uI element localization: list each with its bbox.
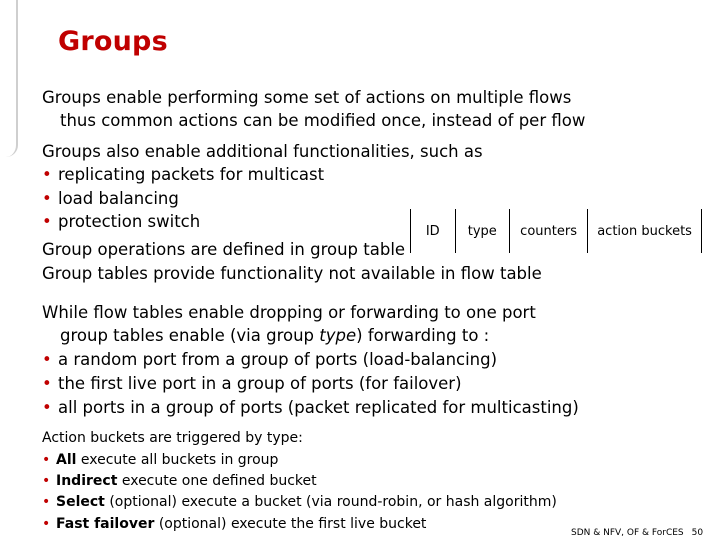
paragraph-flow-tables-continued [60, 326, 489, 346]
type-desc: (optional) execute a bucket (via round-robin, or hash algorithm) [104, 494, 557, 510]
list-item [42, 374, 462, 394]
bullet-icon: • [42, 398, 52, 417]
bullet-icon: • [42, 452, 51, 468]
bullet-icon: • [42, 473, 51, 489]
list-item-text: replicating packets for multicast [58, 165, 325, 184]
paragraph-groups-enable-continued: thus common actions can be modified once, instead of per flow [60, 111, 586, 130]
text-segment: ) forwarding to : [356, 326, 490, 345]
type-desc: execute all buckets in group [76, 452, 279, 468]
type-name: All [56, 452, 77, 468]
slide-title: Groups [58, 26, 168, 57]
group-table-diagram [410, 209, 702, 253]
list-item-text: protection switch [58, 212, 201, 231]
list-item [42, 515, 426, 533]
group-table-column-type: type [456, 209, 510, 253]
text-segment: group tables enable (via group [60, 326, 320, 345]
bullet-icon: • [42, 350, 52, 369]
type-desc: (optional) execute the first live bucket [154, 516, 427, 532]
type-name: Select [56, 494, 105, 510]
bullet-icon: • [42, 212, 52, 231]
paragraph-groups-also: Groups also enable additional functionalities, such as [42, 142, 483, 161]
list-item [42, 350, 497, 370]
bullet-icon: • [42, 165, 52, 184]
page-number: 50 [691, 528, 704, 538]
list-item-text: the first live port in a group of ports (for failover) [58, 374, 462, 393]
group-table-column-counters: counters [510, 209, 588, 253]
list-item [42, 189, 179, 209]
list-item [42, 212, 200, 232]
bullet-icon: • [42, 189, 52, 208]
list-item-text: all ports in a group of ports (packet replicated for multicasting) [58, 398, 579, 417]
type-desc: execute one defined bucket [117, 473, 317, 489]
type-name: Indirect [56, 473, 118, 489]
list-item [42, 165, 324, 185]
list-item-text: a random port from a group of ports (load-balancing) [58, 350, 498, 369]
type-name: Fast failover [56, 516, 155, 532]
paragraph-group-tables-provide: Group tables provide functionality not available in flow table [42, 264, 542, 283]
bullet-icon: • [42, 374, 52, 393]
text-segment-italic: type [319, 326, 357, 345]
bullet-icon: • [42, 494, 51, 510]
slide-footer [571, 528, 703, 538]
paragraph-group-ops: Group operations are defined in group table [42, 240, 406, 259]
paragraph-flow-tables: While flow tables enable dropping or forwarding to one port [42, 303, 536, 322]
list-item [42, 493, 557, 511]
list-item-text: load balancing [58, 189, 179, 208]
footer-text: SDN & NFV, OF & ForCES [571, 528, 684, 538]
paragraph-groups-enable: Groups enable performing some set of actions on multiple flows [42, 88, 572, 107]
bullet-icon: • [42, 516, 51, 532]
list-item [42, 472, 317, 490]
list-item [42, 451, 278, 469]
group-table-column-action-buckets: action buckets [588, 209, 702, 253]
paragraph-action-buckets: Action buckets are triggered by type: [42, 430, 303, 446]
left-decoration-bar [0, 0, 18, 157]
group-table-column-id: ID [410, 209, 456, 253]
list-item [42, 398, 579, 418]
